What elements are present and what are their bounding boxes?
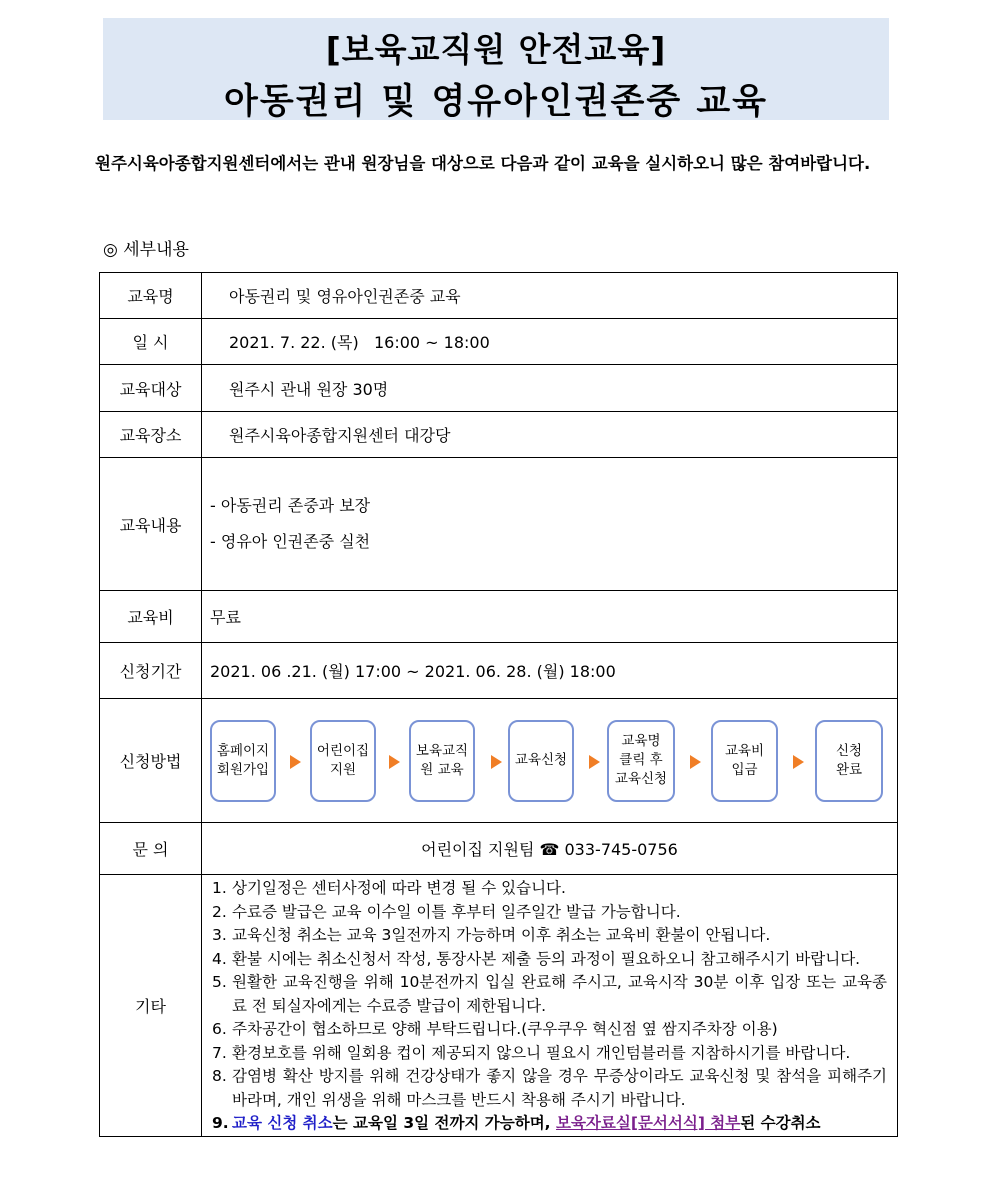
value-place: 원주시육아종합지원센터 대강당: [202, 412, 898, 458]
flow-step-3: 보육교직 원 교육: [409, 720, 475, 802]
label-method: 신청방법: [100, 699, 202, 823]
title-line-2: 아동권리 및 영유아인권존중 교육: [224, 82, 768, 122]
flow-arrow-icon: [389, 755, 400, 769]
details-table: [99, 272, 898, 1137]
section-heading: ◎ 세부내용: [103, 240, 189, 260]
flow-step-7: 신청 완료: [815, 720, 883, 802]
form-attachment-link[interactable]: 보육자료실[문서서식] 첨부: [555, 1114, 741, 1132]
row-date: [100, 319, 898, 365]
label-period: 신청기간: [100, 643, 202, 699]
label-content: 교육내용: [100, 458, 202, 591]
note-item: 1. 상기일정은 센터사정에 따라 변경 될 수 있습니다.: [212, 879, 566, 897]
row-name: [100, 273, 898, 319]
label-etc: 기타: [100, 875, 202, 1137]
row-contact: [100, 823, 898, 875]
notes-list: [202, 875, 898, 1137]
value-method: [202, 699, 898, 823]
flow-arrow-icon: [589, 755, 600, 769]
intro-paragraph: 원주시육아종합지원센터에서는 관내 원장님을 대상으로 다음과 같이 교육을 실시하오니 많은 참여바랍니다.: [95, 154, 871, 173]
content-line-1: - 아동권리 존중과 보장: [210, 496, 371, 515]
flow-step-6: 교육비 입금: [711, 720, 778, 802]
flow-arrow-icon: [290, 755, 301, 769]
value-contact: 어린이집 지원팀 ☎ 033-745-0756: [202, 823, 898, 875]
label-name: 교육명: [100, 273, 202, 319]
flow-step-1: 홈페이지 회원가입: [210, 720, 276, 802]
value-date: 2021. 7. 22. (목) 16:00 ~ 18:00: [202, 319, 898, 365]
label-fee: 교육비: [100, 591, 202, 643]
row-fee: [100, 591, 898, 643]
label-target: 교육대상: [100, 365, 202, 412]
label-place: 교육장소: [100, 412, 202, 458]
flow-step-2: 어린이집 지원: [310, 720, 376, 802]
note-item: 3. 교육신청 취소는 교육 3일전까지 가능하며 이후 취소는 교육비 환불이 안됩니다.: [212, 926, 771, 944]
flow-arrow-icon: [793, 755, 804, 769]
note-item: 8. 감염병 확산 방지를 위해 건강상태가 좋지 않을 경우 무증상이라도 교육신청 및 참석을 피해주기 바라며, 개인 위생을 위해 마스크를 반드시 착용해 주시기 바랍니다.: [212, 1067, 887, 1109]
row-period: [100, 643, 898, 699]
note-item: 7. 환경보호를 위해 일회용 컵이 제공되지 않으니 필요시 개인텀블러를 지참하시기를 바랍니다.: [212, 1043, 851, 1062]
note-item: 6. 주차공간이 협소하므로 양해 부탁드립니다.(쿠우쿠우 혁신점 옆 쌈지주차장 이용): [212, 1020, 778, 1038]
row-place: [100, 412, 898, 458]
note-item: 2. 수료증 발급은 교육 이수일 이틀 후부터 일주일간 발급 가능합니다.: [212, 902, 681, 921]
value-name: 아동권리 및 영유아인권존중 교육: [202, 273, 898, 319]
title-line-1: [보육교직원 안전교육]: [325, 30, 667, 69]
value-target: 원주시 관내 원장 30명: [202, 365, 898, 412]
flow-arrow-icon: [491, 755, 502, 769]
content-line-2: - 영유아 인권존중 실천: [210, 532, 371, 551]
row-content: [100, 458, 898, 591]
label-contact: 문 의: [100, 823, 202, 875]
value-content: [202, 458, 898, 591]
cancel-highlight: 교육 신청 취소: [232, 1114, 333, 1132]
flow-step-4: 교육신청: [508, 720, 574, 802]
row-target: [100, 365, 898, 412]
value-fee: 무료: [202, 591, 898, 643]
row-method: [100, 699, 898, 823]
application-flow: [202, 700, 897, 822]
note-item-9: 9. 교육 신청 취소는 교육일 3일 전까지 가능하며, 보육자료실[문서서식] 첨부된 수강취소: [212, 1114, 821, 1132]
note-item: 5. 원활한 교육진행을 위해 10분전까지 입실 완료해 주시고, 교육시작 30분 이후 입장 또는 교육종료 전 퇴실자에게는 수료증 발급이 제한됩니다.: [212, 973, 887, 1015]
title-banner: [103, 18, 889, 120]
row-etc: [100, 875, 898, 1137]
label-date: 일 시: [100, 319, 202, 365]
note-item: 4. 환불 시에는 취소신청서 작성, 통장사본 제출 등의 과정이 필요하오니 참고해주시기 바랍니다.: [212, 949, 861, 968]
value-period: 2021. 06 .21. (월) 17:00 ~ 2021. 06. 28. (월) 18:00: [202, 643, 898, 699]
flow-arrow-icon: [690, 755, 701, 769]
flow-step-5: 교육명 클릭 후 교육신청: [607, 720, 675, 802]
